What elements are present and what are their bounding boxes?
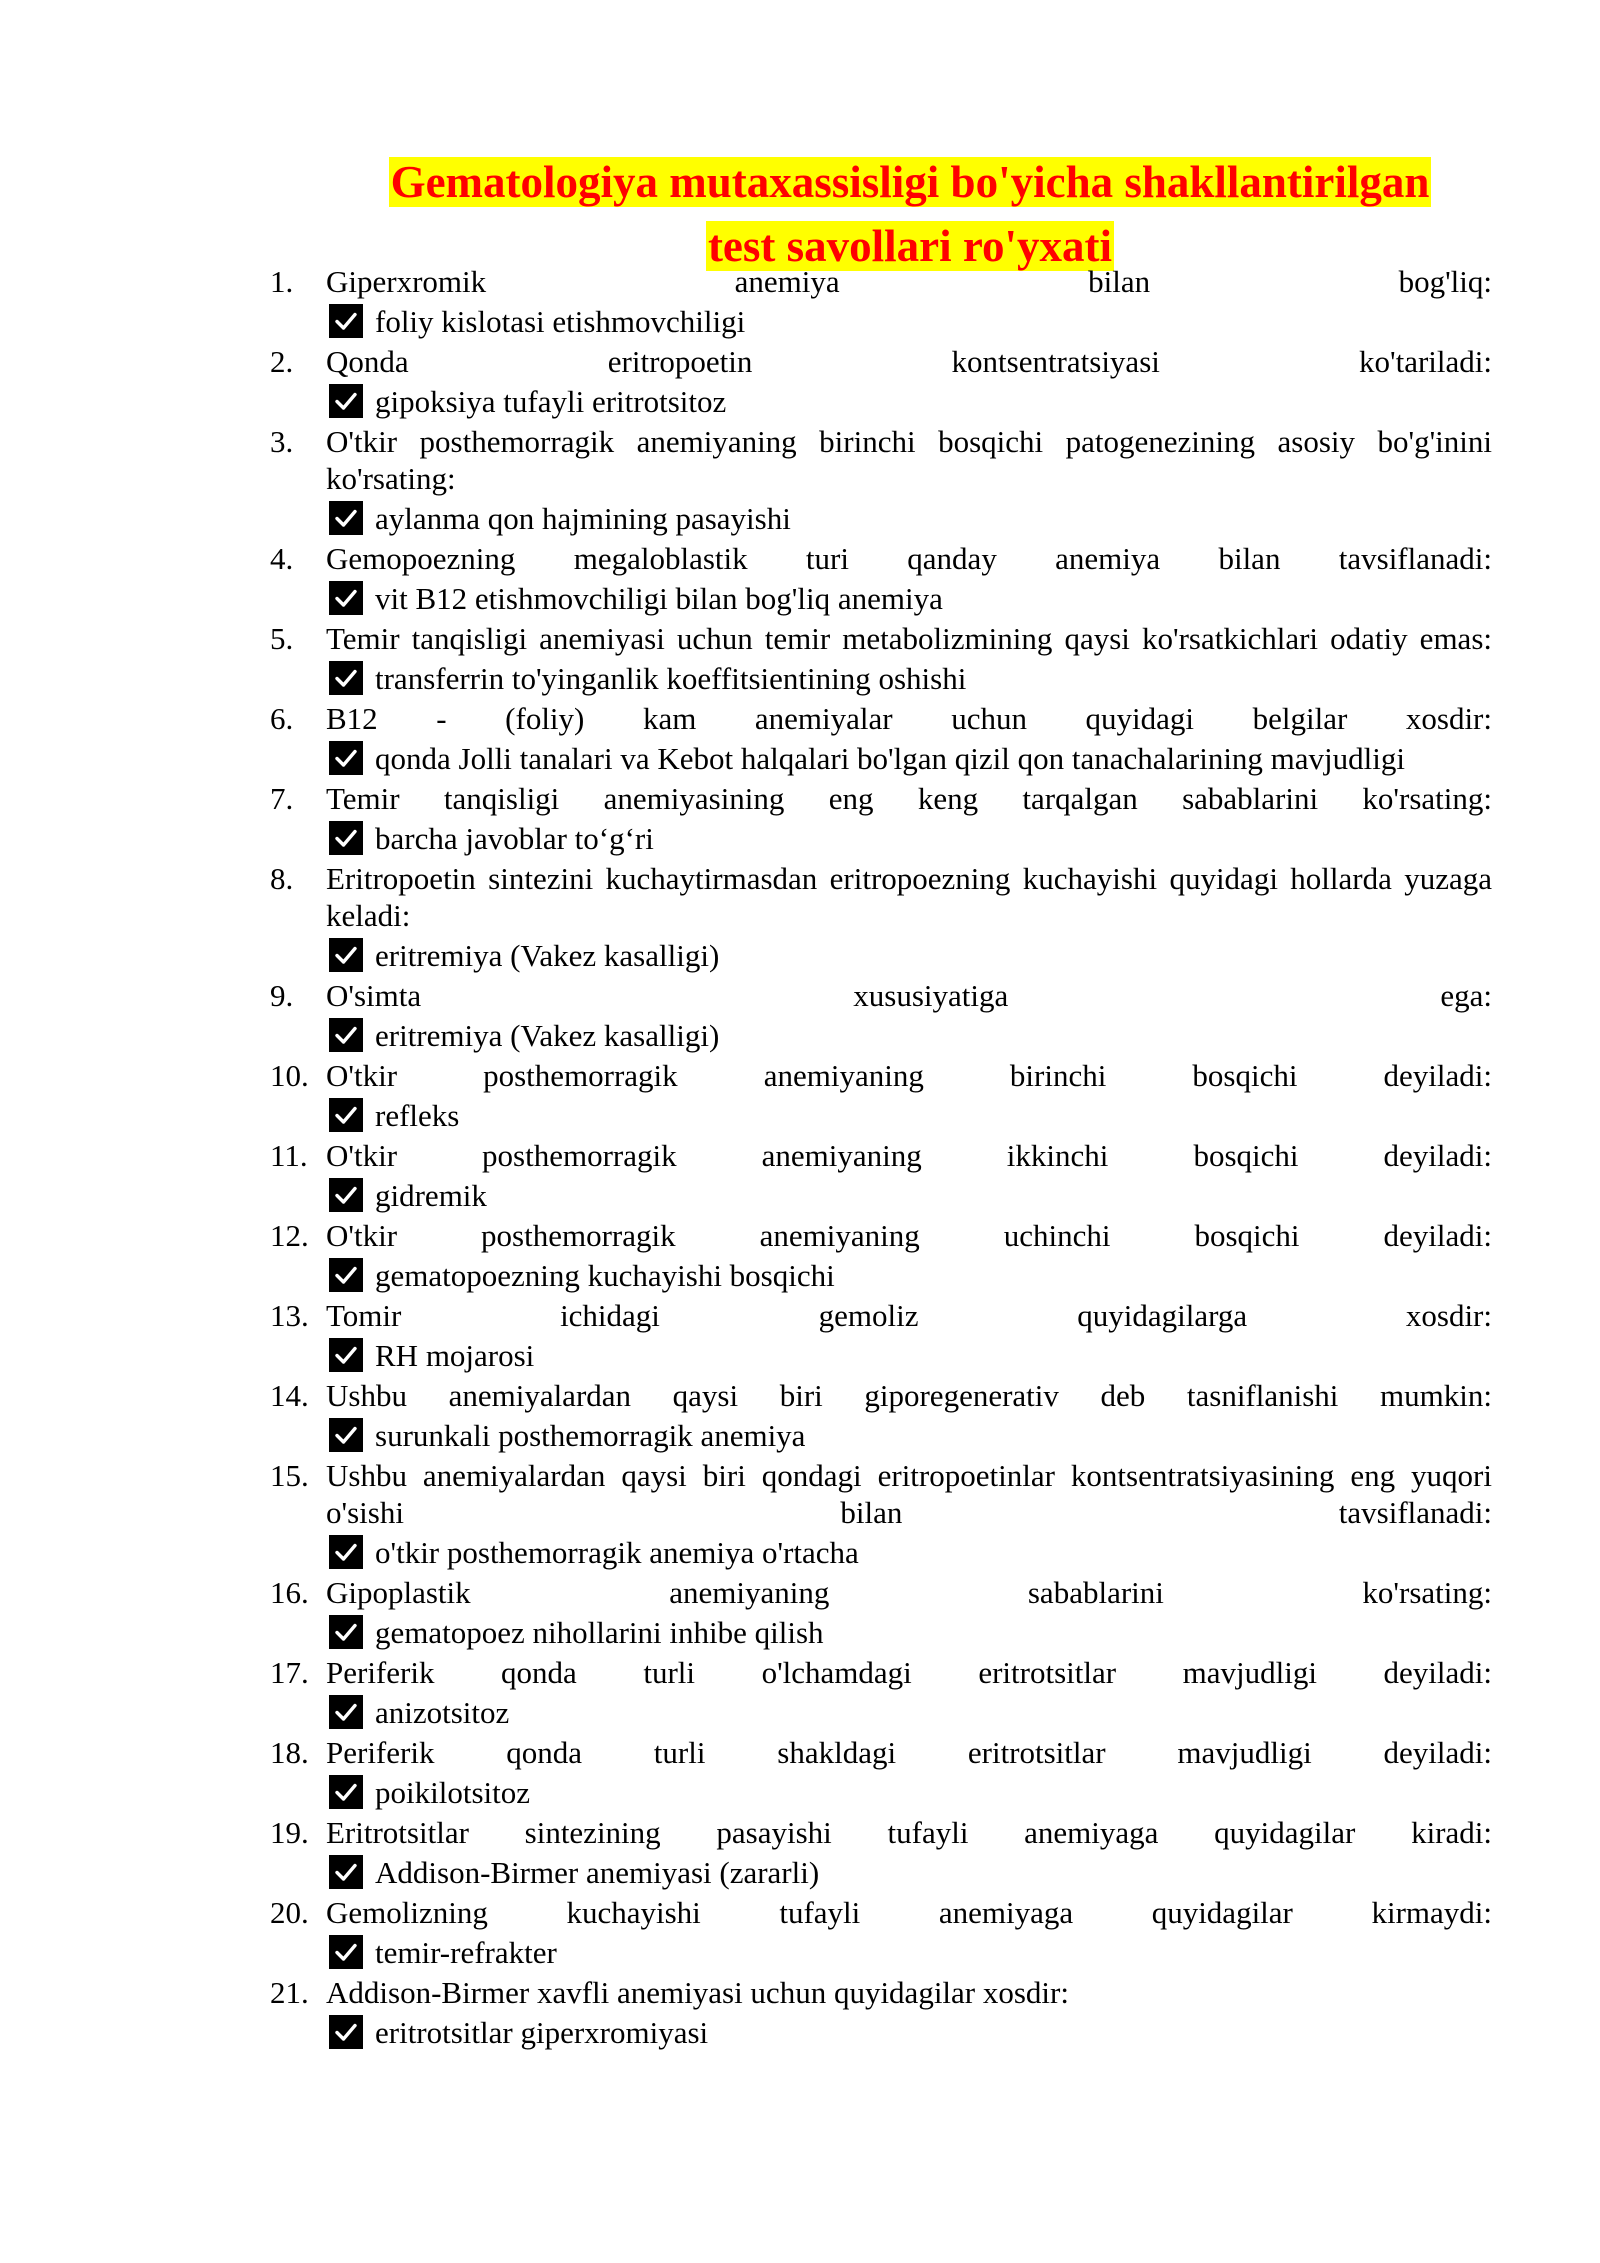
question-text: Gipoplastik anemiyaning sabablarini ko'rsating:	[326, 1575, 1492, 1610]
checkbox-checked-icon	[329, 384, 363, 418]
question-number: 21.	[270, 1975, 309, 2010]
answer-text: gipoksiya tufayli eritrotsitoz	[375, 383, 727, 419]
answer-text: gidremik	[375, 1177, 487, 1213]
answer-text: poikilotsitoz	[375, 1774, 530, 1810]
question-row	[270, 620, 1492, 657]
question-text: Ushbu anemiyalardan qaysi biri giporegenerativ deb tasniflanishi mumkin:	[326, 1378, 1492, 1413]
answer-text: gematopoezning kuchayishi bosqichi	[375, 1257, 835, 1293]
question-number: 7.	[270, 781, 294, 816]
checkbox-checked-icon	[329, 1615, 363, 1649]
answer-text: o'tkir posthemorragik anemiya o'rtacha	[375, 1534, 859, 1570]
answer-row	[329, 380, 1492, 422]
checkbox-checked-icon	[329, 1098, 363, 1132]
answer-row	[329, 1531, 1492, 1573]
answer-row	[329, 1094, 1492, 1136]
question-number: 9.	[270, 978, 294, 1013]
question-text: Qonda eritropoetin kontsentratsiyasi ko'tariladi:	[326, 344, 1492, 379]
answer-text: qonda Jolli tanalari va Kebot halqalari bo'lgan qizil qon tanachalarining mavjudligi	[375, 740, 1406, 776]
question-item	[270, 1654, 1492, 1733]
question-text: Gemopoezning megaloblastik turi qanday anemiya bilan tavsiflanadi:	[326, 541, 1492, 576]
checkbox-checked-icon	[329, 938, 363, 972]
checkbox-checked-icon	[329, 1935, 363, 1969]
question-row	[270, 977, 1492, 1014]
question-row	[270, 700, 1492, 737]
question-number: 20.	[270, 1895, 309, 1930]
question-row	[270, 1457, 1492, 1531]
question-text: Periferik qonda turli o'lchamdagi eritrotsitlar mavjudligi deyiladi:	[326, 1655, 1492, 1690]
answer-text: Addison-Birmer anemiyasi (zararli)	[375, 1854, 820, 1890]
question-list	[270, 263, 1492, 2054]
question-number: 13.	[270, 1298, 309, 1333]
answer-text: foliy kislotasi etishmovchiligi	[375, 303, 746, 339]
question-number: 15.	[270, 1458, 309, 1493]
question-row	[270, 1377, 1492, 1414]
question-row	[270, 1974, 1492, 2011]
question-row	[270, 263, 1492, 300]
question-row	[270, 1894, 1492, 1931]
answer-text: temir-refrakter	[375, 1934, 557, 1970]
question-text: Gemolizning kuchayishi tufayli anemiyaga quyidagilar kirmaydi:	[326, 1895, 1492, 1930]
question-item	[270, 423, 1492, 539]
answer-row	[329, 1851, 1492, 1893]
question-number: 2.	[270, 344, 294, 379]
answer-row	[329, 1611, 1492, 1653]
question-text: Eritrotsitlar sintezining pasayishi tufayli anemiyaga quyidagilar kiradi:	[326, 1815, 1492, 1850]
answer-row	[329, 1174, 1492, 1216]
answer-row	[329, 737, 1492, 779]
checkbox-checked-icon	[329, 661, 363, 695]
answer-text: RH mojarosi	[375, 1337, 535, 1373]
answer-text: gematopoez nihollarini inhibe qilish	[375, 1614, 824, 1650]
question-number: 12.	[270, 1218, 309, 1253]
question-item	[270, 1377, 1492, 1456]
checkbox-checked-icon	[329, 821, 363, 855]
checkbox-checked-icon	[329, 741, 363, 775]
question-item	[270, 1217, 1492, 1296]
answer-row	[329, 1771, 1492, 1813]
checkbox-checked-icon	[329, 1258, 363, 1292]
question-item	[270, 700, 1492, 779]
question-item	[270, 1457, 1492, 1573]
title-line-2: test savollari ro'yxati	[707, 221, 1113, 271]
question-item	[270, 1974, 1492, 2053]
answer-text: anizotsitoz	[375, 1694, 510, 1730]
question-text: Periferik qonda turli shakldagi eritrotsitlar mavjudligi deyiladi:	[326, 1735, 1492, 1770]
question-text: Ushbu anemiyalardan qaysi biri qondagi eritropoetinlar kontsentratsiyasining eng yuqori o'sishi bilan tavsiflanadi:	[326, 1458, 1492, 1530]
question-number: 16.	[270, 1575, 309, 1610]
question-text: O'tkir posthemorragik anemiyaning birinchi bosqichi patogenezining asosiy bo'g'inini ko'rsating:	[326, 424, 1492, 496]
question-item	[270, 1057, 1492, 1136]
checkbox-checked-icon	[329, 1018, 363, 1052]
question-row	[270, 1814, 1492, 1851]
question-row	[270, 1137, 1492, 1174]
question-number: 18.	[270, 1735, 309, 1770]
question-row	[270, 860, 1492, 934]
question-number: 8.	[270, 861, 294, 896]
checkbox-checked-icon	[329, 1775, 363, 1809]
answer-text: eritremiya (Vakez kasalligi)	[375, 937, 720, 973]
question-item	[270, 343, 1492, 422]
question-number: 17.	[270, 1655, 309, 1690]
answer-row	[329, 1334, 1492, 1376]
question-number: 1.	[270, 264, 294, 299]
question-text: O'tkir posthemorragik anemiyaning uchinchi bosqichi deyiladi:	[326, 1218, 1492, 1253]
checkbox-checked-icon	[329, 1338, 363, 1372]
answer-row	[329, 577, 1492, 619]
checkbox-checked-icon	[329, 1418, 363, 1452]
question-row	[270, 1734, 1492, 1771]
question-text: Temir tanqisligi anemiyasi uchun temir metabolizmining qaysi ko'rsatkichlari odatiy emas:	[326, 621, 1492, 656]
answer-text: eritremiya (Vakez kasalligi)	[375, 1017, 720, 1053]
answer-row	[329, 1691, 1492, 1733]
answer-row	[329, 934, 1492, 976]
question-item	[270, 1297, 1492, 1376]
question-number: 10.	[270, 1058, 309, 1093]
question-item	[270, 620, 1492, 699]
question-text: Temir tanqisligi anemiyasining eng keng tarqalgan sabablarini ko'rsating:	[326, 781, 1492, 816]
question-item	[270, 1734, 1492, 1813]
question-item	[270, 780, 1492, 859]
question-item	[270, 540, 1492, 619]
question-row	[270, 343, 1492, 380]
answer-text: transferrin to'yinganlik koeffitsientining oshishi	[375, 660, 967, 696]
answer-text: aylanma qon hajmining pasayishi	[375, 500, 791, 536]
answer-text: surunkali posthemorragik anemiya	[375, 1417, 806, 1453]
question-item	[270, 1894, 1492, 1973]
checkbox-checked-icon	[329, 2015, 363, 2049]
answer-row	[329, 1254, 1492, 1296]
question-number: 19.	[270, 1815, 309, 1850]
question-number: 11.	[270, 1138, 308, 1173]
question-row	[270, 1057, 1492, 1094]
question-row	[270, 1574, 1492, 1611]
checkbox-checked-icon	[329, 1535, 363, 1569]
answer-text: vit B12 etishmovchiligi bilan bog'liq anemiya	[375, 580, 943, 616]
question-number: 4.	[270, 541, 294, 576]
question-text: O'tkir posthemorragik anemiyaning birinchi bosqichi deyiladi:	[326, 1058, 1492, 1093]
checkbox-checked-icon	[329, 304, 363, 338]
question-row	[270, 1654, 1492, 1691]
answer-text: eritrotsitlar giperxromiyasi	[375, 2014, 709, 2050]
question-number: 14.	[270, 1378, 309, 1413]
question-text: O'tkir posthemorragik anemiyaning ikkinchi bosqichi deyiladi:	[326, 1138, 1492, 1173]
question-item	[270, 1137, 1492, 1216]
page-title	[330, 150, 1490, 278]
answer-row	[329, 1414, 1492, 1456]
answer-text: barcha javoblar to‘g‘ri	[375, 820, 654, 856]
question-text: B12 - (foliy) kam anemiyalar uchun quyidagi belgilar xosdir:	[326, 701, 1492, 736]
question-row	[270, 540, 1492, 577]
question-item	[270, 1814, 1492, 1893]
answer-row	[329, 2011, 1492, 2053]
checkbox-checked-icon	[329, 1178, 363, 1212]
checkbox-checked-icon	[329, 1695, 363, 1729]
question-item	[270, 860, 1492, 976]
title-line-1: Gematologiya mutaxassisligi bo'yicha shakllantirilgan	[390, 157, 1430, 207]
question-text: Eritropoetin sintezini kuchaytirmasdan eritropoezning kuchayishi quyidagi hollarda yuzaga keladi:	[326, 861, 1492, 933]
answer-text: refleks	[375, 1097, 460, 1133]
checkbox-checked-icon	[329, 581, 363, 615]
checkbox-checked-icon	[329, 1855, 363, 1889]
question-row	[270, 1217, 1492, 1254]
question-text: O'simta xususiyatiga ega:	[326, 978, 1492, 1013]
question-text: Tomir ichidagi gemoliz quyidagilarga xosdir:	[326, 1298, 1492, 1333]
answer-row	[329, 657, 1492, 699]
answer-row	[329, 817, 1492, 859]
checkbox-checked-icon	[329, 501, 363, 535]
question-number: 6.	[270, 701, 294, 736]
question-text: Addison-Birmer xavfli anemiyasi uchun quyidagilar xosdir:	[326, 1975, 1069, 2010]
question-item	[270, 1574, 1492, 1653]
answer-row	[329, 300, 1492, 342]
question-number: 3.	[270, 424, 294, 459]
question-item	[270, 977, 1492, 1056]
answer-row	[329, 1014, 1492, 1056]
question-text: Giperxromik anemiya bilan bog'liq:	[326, 264, 1492, 299]
answer-row	[329, 497, 1492, 539]
question-row	[270, 780, 1492, 817]
answer-row	[329, 1931, 1492, 1973]
question-row	[270, 1297, 1492, 1334]
question-item	[270, 263, 1492, 342]
question-number: 5.	[270, 621, 294, 656]
question-row	[270, 423, 1492, 497]
